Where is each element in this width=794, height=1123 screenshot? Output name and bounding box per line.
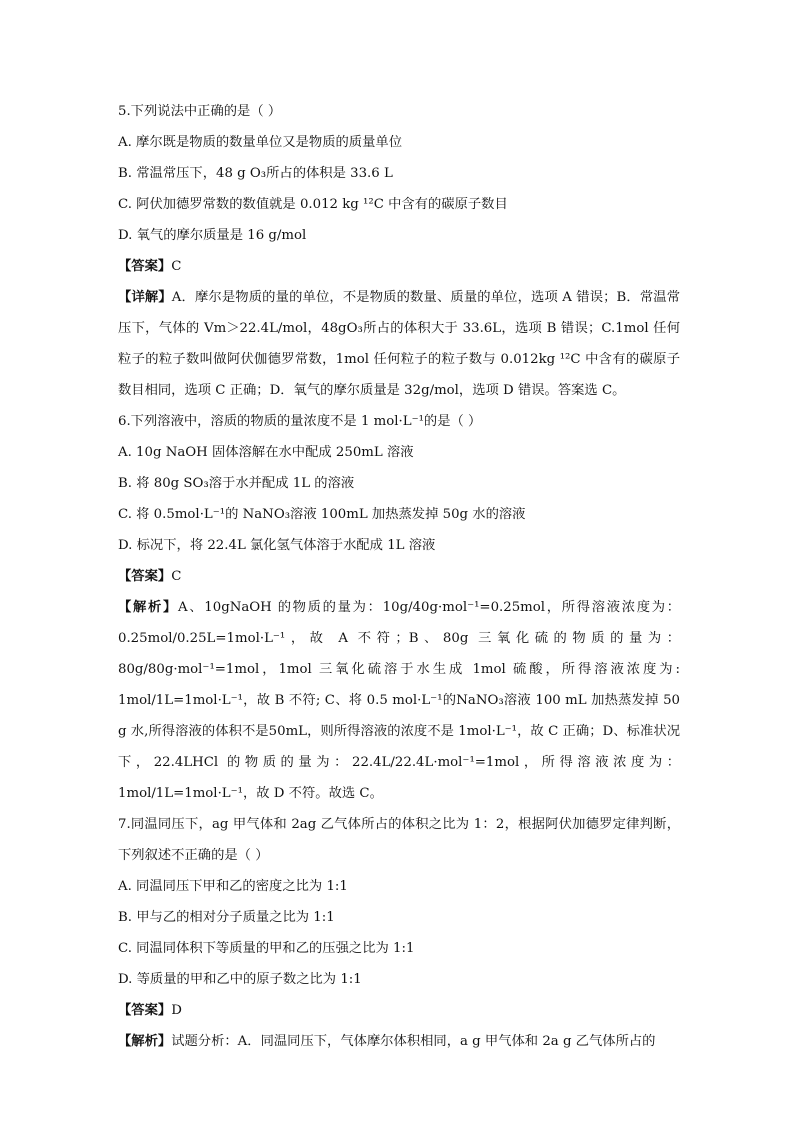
document-page [118,96,680,1057]
q5-answer-value: C [171,259,182,274]
q6-answer-value: C [171,569,182,584]
q7-option-d: D. 等质量的甲和乙中的原子数之比为 1:1 [118,972,362,987]
q5-answer [118,251,680,282]
q7-option-b: B. 甲与乙的相对分子质量之比为 1:1 [118,910,335,925]
q5-option-a: A. 摩尔既是物质的数量单位又是物质的质量单位 [118,135,402,150]
q6-explain-tag: 【解析】 [118,600,178,615]
q7-stem: 7.同温同压下，ag 甲气体和 2ag 乙气体所占的体积之比为 1：2，根据阿伏加德罗定律判断，下列叙述不正确的是（ ） [118,817,680,863]
q6-option-c: C. 将 0.5mol·L⁻¹的 NaNO₃溶液 100mL 加热蒸发掉 50g 水的溶液 [118,507,526,522]
q7-option-c: C. 同温同体积下等质量的甲和乙的压强之比为 1:1 [118,941,415,956]
q7-explain-text: 试题分析：A．同温同压下，气体摩尔体积相同，a g 甲气体和 2a g 乙气体所占的 [171,1034,656,1049]
q5-explain-tag: 【详解】 [118,290,172,305]
q6-answer-tag: 【答案】 [118,569,172,584]
q6-option-d: D. 标况下，将 22.4L 氯化氢气体溶于水配成 1L 溶液 [118,538,436,553]
q5-explanation [118,282,680,406]
q7-answer-tag: 【答案】 [118,1003,172,1018]
q7-answer-value: D [171,1003,182,1018]
q7-explanation [118,1026,680,1057]
q6-explanation [118,592,680,809]
q5-option-d: D. 氧气的摩尔质量是 16 g/mol [118,228,307,243]
q7-option-a: A. 同温同压下甲和乙的密度之比为 1:1 [118,879,348,894]
q6-stem: 6.下列溶液中，溶质的物质的量浓度不是 1 mol·L⁻¹的是（ ） [118,414,482,429]
q6-option-b: B. 将 80g SO₃溶于水并配成 1L 的溶液 [118,476,355,491]
q6-explain-text: A、10gNaOH 的物质的量为：10g/40g·mol⁻¹=0.25mol，所得溶液浓度为：0.25mol/0.25L=1mol·L⁻¹，故 A 不符；B、80g 三氧化硫的物质的量为：80g/80g·mol⁻¹=1mol，1mol 三氧化硫溶于水生成 1mol 硫酸，所得溶液浓度为: 1mol/1L=1mol·L⁻¹，故 B 不符; C、将 0.5 mol·L⁻¹的NaNO₃溶液 100 mL 加热蒸发掉 50 g 水,所得溶液的体积不是50mL，则所得溶液的浓度不是 1mol·L⁻¹，故 C 正确；D、标准状况下，22.4LHCl 的物质的量为：22.4L/22.4L·mol⁻¹=1mol，所得溶液浓度为：1mol/1L=1mol·L⁻¹，故 D 不符。故选 C。 [118,600,680,801]
q5-option-c: C. 阿伏加德罗常数的数值就是 0.012 kg ¹²C 中含有的碳原子数目 [118,197,508,212]
q6-answer [118,561,680,592]
q5-answer-tag: 【答案】 [118,259,172,274]
q5-option-b: B. 常温常压下，48 g O₃所占的体积是 33.6 L [118,166,393,181]
q5-explain-text: A．摩尔是物质的量的单位，不是物质的数量、质量的单位，选项 A 错误；B．常温常压下，气体的 Vm＞22.4L/mol，48gO₃所占的体积大于 33.6L，选项 B 错误；C.1mol 任何粒子的粒子数叫做阿伏伽德罗常数，1mol 任何粒子的粒子数与 0.012kg ¹²C 中含有的碳原子数目相同，选项 C 正确；D．氧气的摩尔质量是 32g/mol，选项 D 错误。答案选 C。 [118,290,681,398]
q5-stem: 5.下列说法中正确的是（ ） [118,104,282,119]
q6-option-a: A. 10g NaOH 固体溶解在水中配成 250mL 溶液 [118,445,414,460]
q7-answer [118,995,680,1026]
q7-explain-tag: 【解析】 [118,1034,172,1049]
